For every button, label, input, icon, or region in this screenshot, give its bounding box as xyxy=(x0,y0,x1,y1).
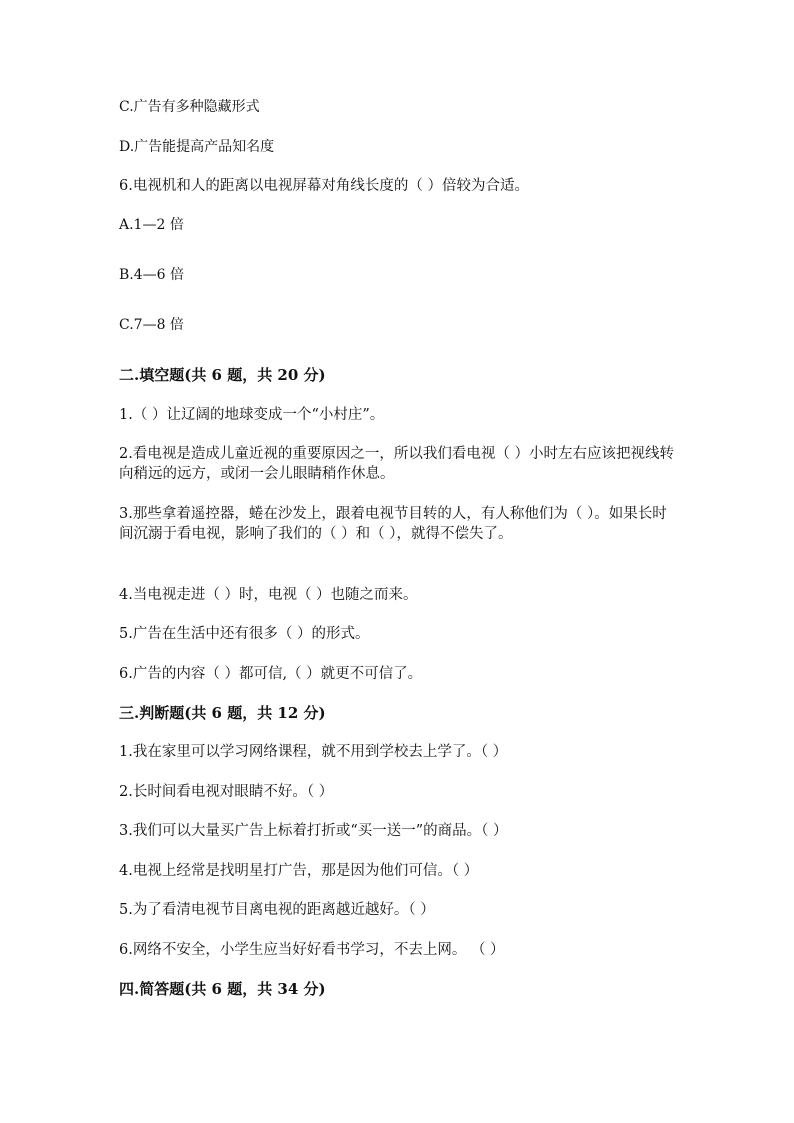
true-false-q6: 6.网络不安全，小学生应当好好看书学习，不去上网。 （ ） xyxy=(119,942,505,958)
section-3-heading: 三.判断题(共 6 题，共 12 分) xyxy=(119,704,326,722)
fill-blank-q5: 5.广告在生活中还有很多（ ）的形式。 xyxy=(119,626,370,642)
fill-blank-q6: 6.广告的内容（ ）都可信,（ ）就更不可信了。 xyxy=(119,666,423,682)
fill-blank-q1: 1.（ ）让辽阔的地球变成一个“小村庄”。 xyxy=(119,407,385,423)
question-6-text: 6.电视机和人的距离以电视屏幕对角线长度的（ ）倍较为合适。 xyxy=(119,178,529,194)
true-false-q5: 5.为了看清电视节目离电视的距离越近越好。（ ） xyxy=(119,902,435,918)
true-false-q4: 4.电视上经常是找明星打广告，那是因为他们可信。（ ） xyxy=(119,863,479,879)
true-false-q1: 1.我在家里可以学习网络课程，就不用到学校去上学了。（ ） xyxy=(119,744,508,760)
q6-option-b: B.4—6 倍 xyxy=(119,267,185,283)
fill-blank-q2: 2.看电视是造成儿童近视的重要原因之一，所以我们看电视（ ）小时左右应该把视线转向稍远的远方，或闭一会儿眼睛稍作休息。 xyxy=(119,446,674,482)
fill-blank-q3: 3.那些拿着遥控器，蜷在沙发上，跟着电视节目转的人，有人称他们为（ ）。如果长时间沉溺于看电视，影响了我们的（ ）和（ ），就得不偿失了。 xyxy=(119,506,667,542)
q5-option-c: C.广告有多种隐藏形式 xyxy=(119,99,260,115)
q5-option-d: D.广告能提高产品知名度 xyxy=(119,139,275,155)
true-false-q2: 2.长时间看电视对眼睛不好。（ ） xyxy=(119,784,334,800)
section-2-heading: 二.填空题(共 6 题，共 20 分) xyxy=(119,366,326,384)
q6-option-a: A.1—2 倍 xyxy=(119,217,184,233)
true-false-q3: 3.我们可以大量买广告上标着打折或“买一送一”的商品。（ ） xyxy=(119,823,508,839)
q6-option-c: C.7—8 倍 xyxy=(119,317,184,333)
fill-blank-q4: 4.当电视走进（ ）时，电视（ ）也随之而来。 xyxy=(119,587,418,603)
section-4-heading: 四.简答题(共 6 题，共 34 分) xyxy=(119,980,326,998)
